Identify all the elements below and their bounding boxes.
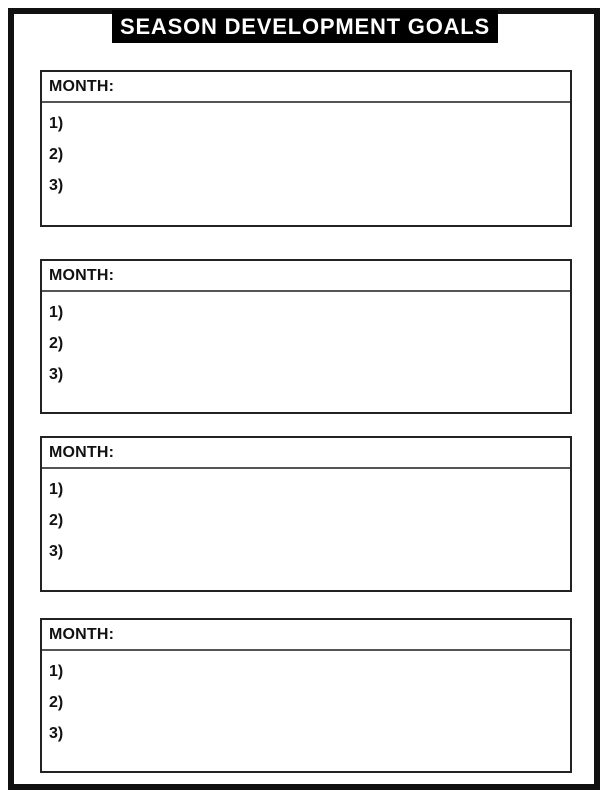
goals-list <box>42 469 570 567</box>
goals-list <box>42 103 570 201</box>
goal-line-3 <box>49 359 570 390</box>
goal-value-blank <box>69 481 570 499</box>
goal-number: 1) <box>49 662 64 680</box>
goal-value-blank <box>69 366 570 384</box>
month-value-blank <box>120 78 570 96</box>
goal-line-1 <box>49 108 570 139</box>
month-value-blank <box>120 444 570 462</box>
goal-number: 2) <box>49 334 64 352</box>
month-header-row <box>42 620 570 651</box>
goal-number: 1) <box>49 303 64 321</box>
goal-number: 3) <box>49 365 64 383</box>
month-label: MONTH: <box>49 266 115 284</box>
month-value-blank <box>120 626 570 644</box>
month-label: MONTH: <box>49 443 115 461</box>
goal-value-blank <box>69 725 570 743</box>
goal-value-blank <box>69 663 570 681</box>
worksheet-title-bar <box>112 10 498 43</box>
goal-value-blank <box>69 304 570 322</box>
month-goal-box-4 <box>40 618 572 773</box>
goal-value-blank <box>69 543 570 561</box>
goal-value-blank <box>69 115 570 133</box>
month-header-row <box>42 438 570 469</box>
goal-line-3 <box>49 536 570 567</box>
goals-list <box>42 651 570 749</box>
goal-value-blank <box>69 335 570 353</box>
goal-number: 1) <box>49 480 64 498</box>
goal-line-2 <box>49 505 570 536</box>
month-goal-box-1 <box>40 70 572 227</box>
month-header-row <box>42 261 570 292</box>
goals-list <box>42 292 570 390</box>
goal-line-1 <box>49 474 570 505</box>
goal-line-3 <box>49 718 570 749</box>
goal-line-3 <box>49 170 570 201</box>
goal-number: 2) <box>49 145 64 163</box>
month-label: MONTH: <box>49 625 115 643</box>
goal-line-2 <box>49 687 570 718</box>
month-header-row <box>42 72 570 103</box>
goal-line-2 <box>49 328 570 359</box>
month-goal-box-2 <box>40 259 572 414</box>
goal-number: 2) <box>49 511 64 529</box>
goal-number: 2) <box>49 693 64 711</box>
goal-value-blank <box>69 146 570 164</box>
goal-number: 3) <box>49 542 64 560</box>
month-value-blank <box>120 267 570 285</box>
page-title: SEASON DEVELOPMENT GOALS <box>119 13 491 39</box>
month-goal-box-3 <box>40 436 572 592</box>
goal-number: 3) <box>49 724 64 742</box>
goal-number: 3) <box>49 176 64 194</box>
month-label: MONTH: <box>49 77 115 95</box>
goal-number: 1) <box>49 114 64 132</box>
goal-line-2 <box>49 139 570 170</box>
goal-line-1 <box>49 656 570 687</box>
goal-value-blank <box>69 512 570 530</box>
goal-value-blank <box>69 177 570 195</box>
goal-value-blank <box>69 694 570 712</box>
goal-line-1 <box>49 297 570 328</box>
